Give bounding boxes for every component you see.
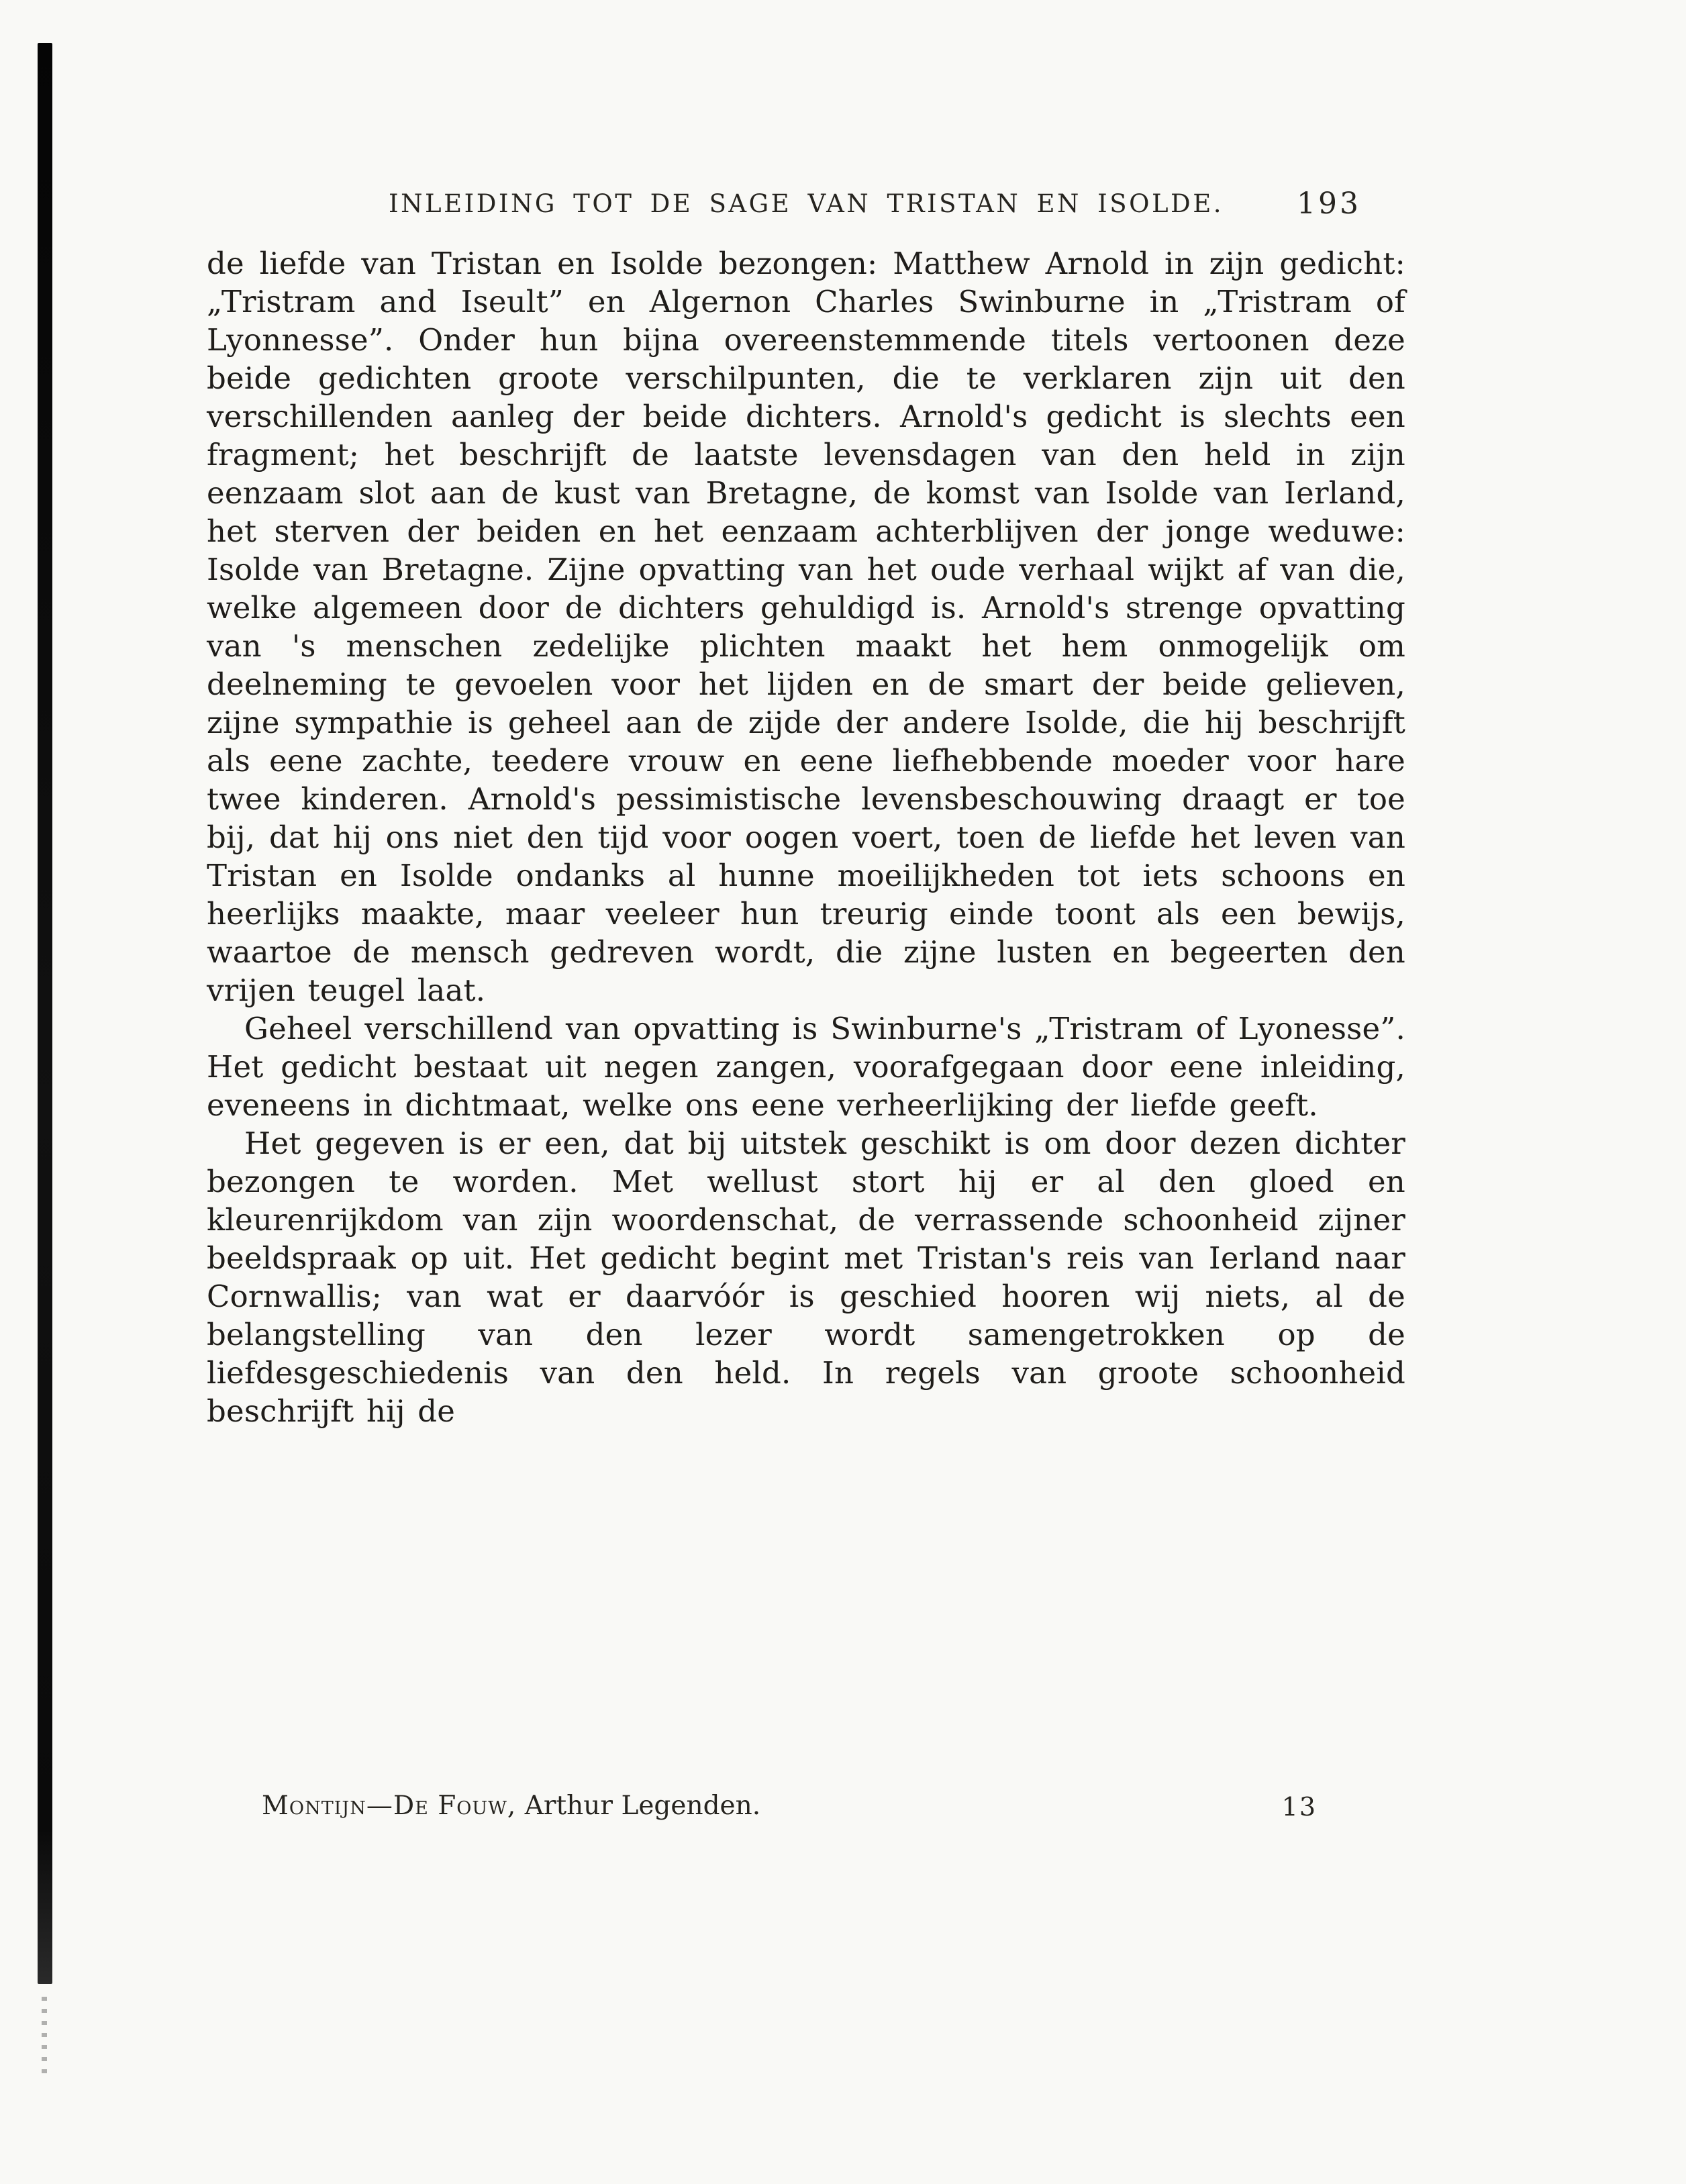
- footer-book-title: Arthur Legenden.: [516, 1791, 761, 1821]
- scan-noise: [42, 1997, 47, 2077]
- paragraph: de liefde van Tristan en Isolde bezongen: Matthew Arnold in zijn gedicht: „Tristram and Iseult” en Algernon Charles Swinburne in „Tristram of Lyonnesse”. Onder hun bijna overeenstemmende titels vertoonen deze beide gedichten groote verschilpunten, die te verklaren zijn uit den verschillenden aanleg der beide dichters. Arnold's gedicht is slechts een fragment; het beschrijft de laatste levensdagen van den held in zijn eenzaam slot aan de kust van Bretagne, de komst van Isolde van Ierland, het sterven der beiden en het eenzaam achterblijven der jonge weduwe: Isolde van Bretagne. Zijne opvatting van het oude verhaal wijkt af van die, welke algemeen door de dichters gehuldigd is. Arnold's strenge opvatting van 's menschen zedelijke plichten maakt het hem onmogelijk om deelneming te gevoelen voor het lijden en de smart der beide gelieven, zijne sympathie is geheel aan de zijde der andere Isolde, die hij beschrijft als eene zachte, teedere vrouw en eene liefhebbende moeder voor hare twee kinderen. Arnold's pessimistische levensbeschouwing draagt er toe bij, dat hij ons niet den tijd voor oogen voert, toen de liefde het leven van Tristan en Isolde ondanks al hunne moeilijkheden tot iets schoons en heerlijks maakte, maar veeleer hun treurig einde toont als een bewijs, waartoe de mensch gedreven wordt, die zijne lusten en begeerten den vrijen teugel laat.: [207, 246, 1405, 1008]
- signature-number: 13: [1281, 1792, 1317, 1822]
- text-body: [207, 244, 1405, 1430]
- footer-publisher: Montijn—De Fouw,: [262, 1791, 517, 1821]
- footer-signature: [262, 1791, 760, 1821]
- paragraph: Geheel verschillend van opvatting is Swinburne's „Tristram of Lyonesse”. Het gedicht bestaat uit negen zangen, voorafgegaan door eene inleiding, eveneens in dichtmaat, welke ons eene verheerlijking der liefde geeft.: [207, 1011, 1405, 1123]
- page-number-header: 193: [1297, 187, 1361, 221]
- running-head: [208, 189, 1404, 227]
- running-title: INLEIDING TOT DE SAGE VAN TRISTAN EN ISOLDE.: [389, 189, 1224, 218]
- paragraph: Het gegeven is er een, dat bij uitstek geschikt is om door dezen dichter bezongen te worden. Met wellust stort hij er al den gloed en kleurenrijkdom van zijn woordenschat, de verrassende schoonheid zijner beeldspraak op uit. Het gedicht begint met Tristan's reis van Ierland naar Cornwallis; van wat er daarvóór is geschied hooren wij niets, al de belangstelling van den lezer wordt samengetrokken op de liefdesgeschiedenis van den held. In regels van groote schoonheid beschrijft hij de: [207, 1126, 1405, 1429]
- binding-shadow-bar: [38, 43, 52, 1984]
